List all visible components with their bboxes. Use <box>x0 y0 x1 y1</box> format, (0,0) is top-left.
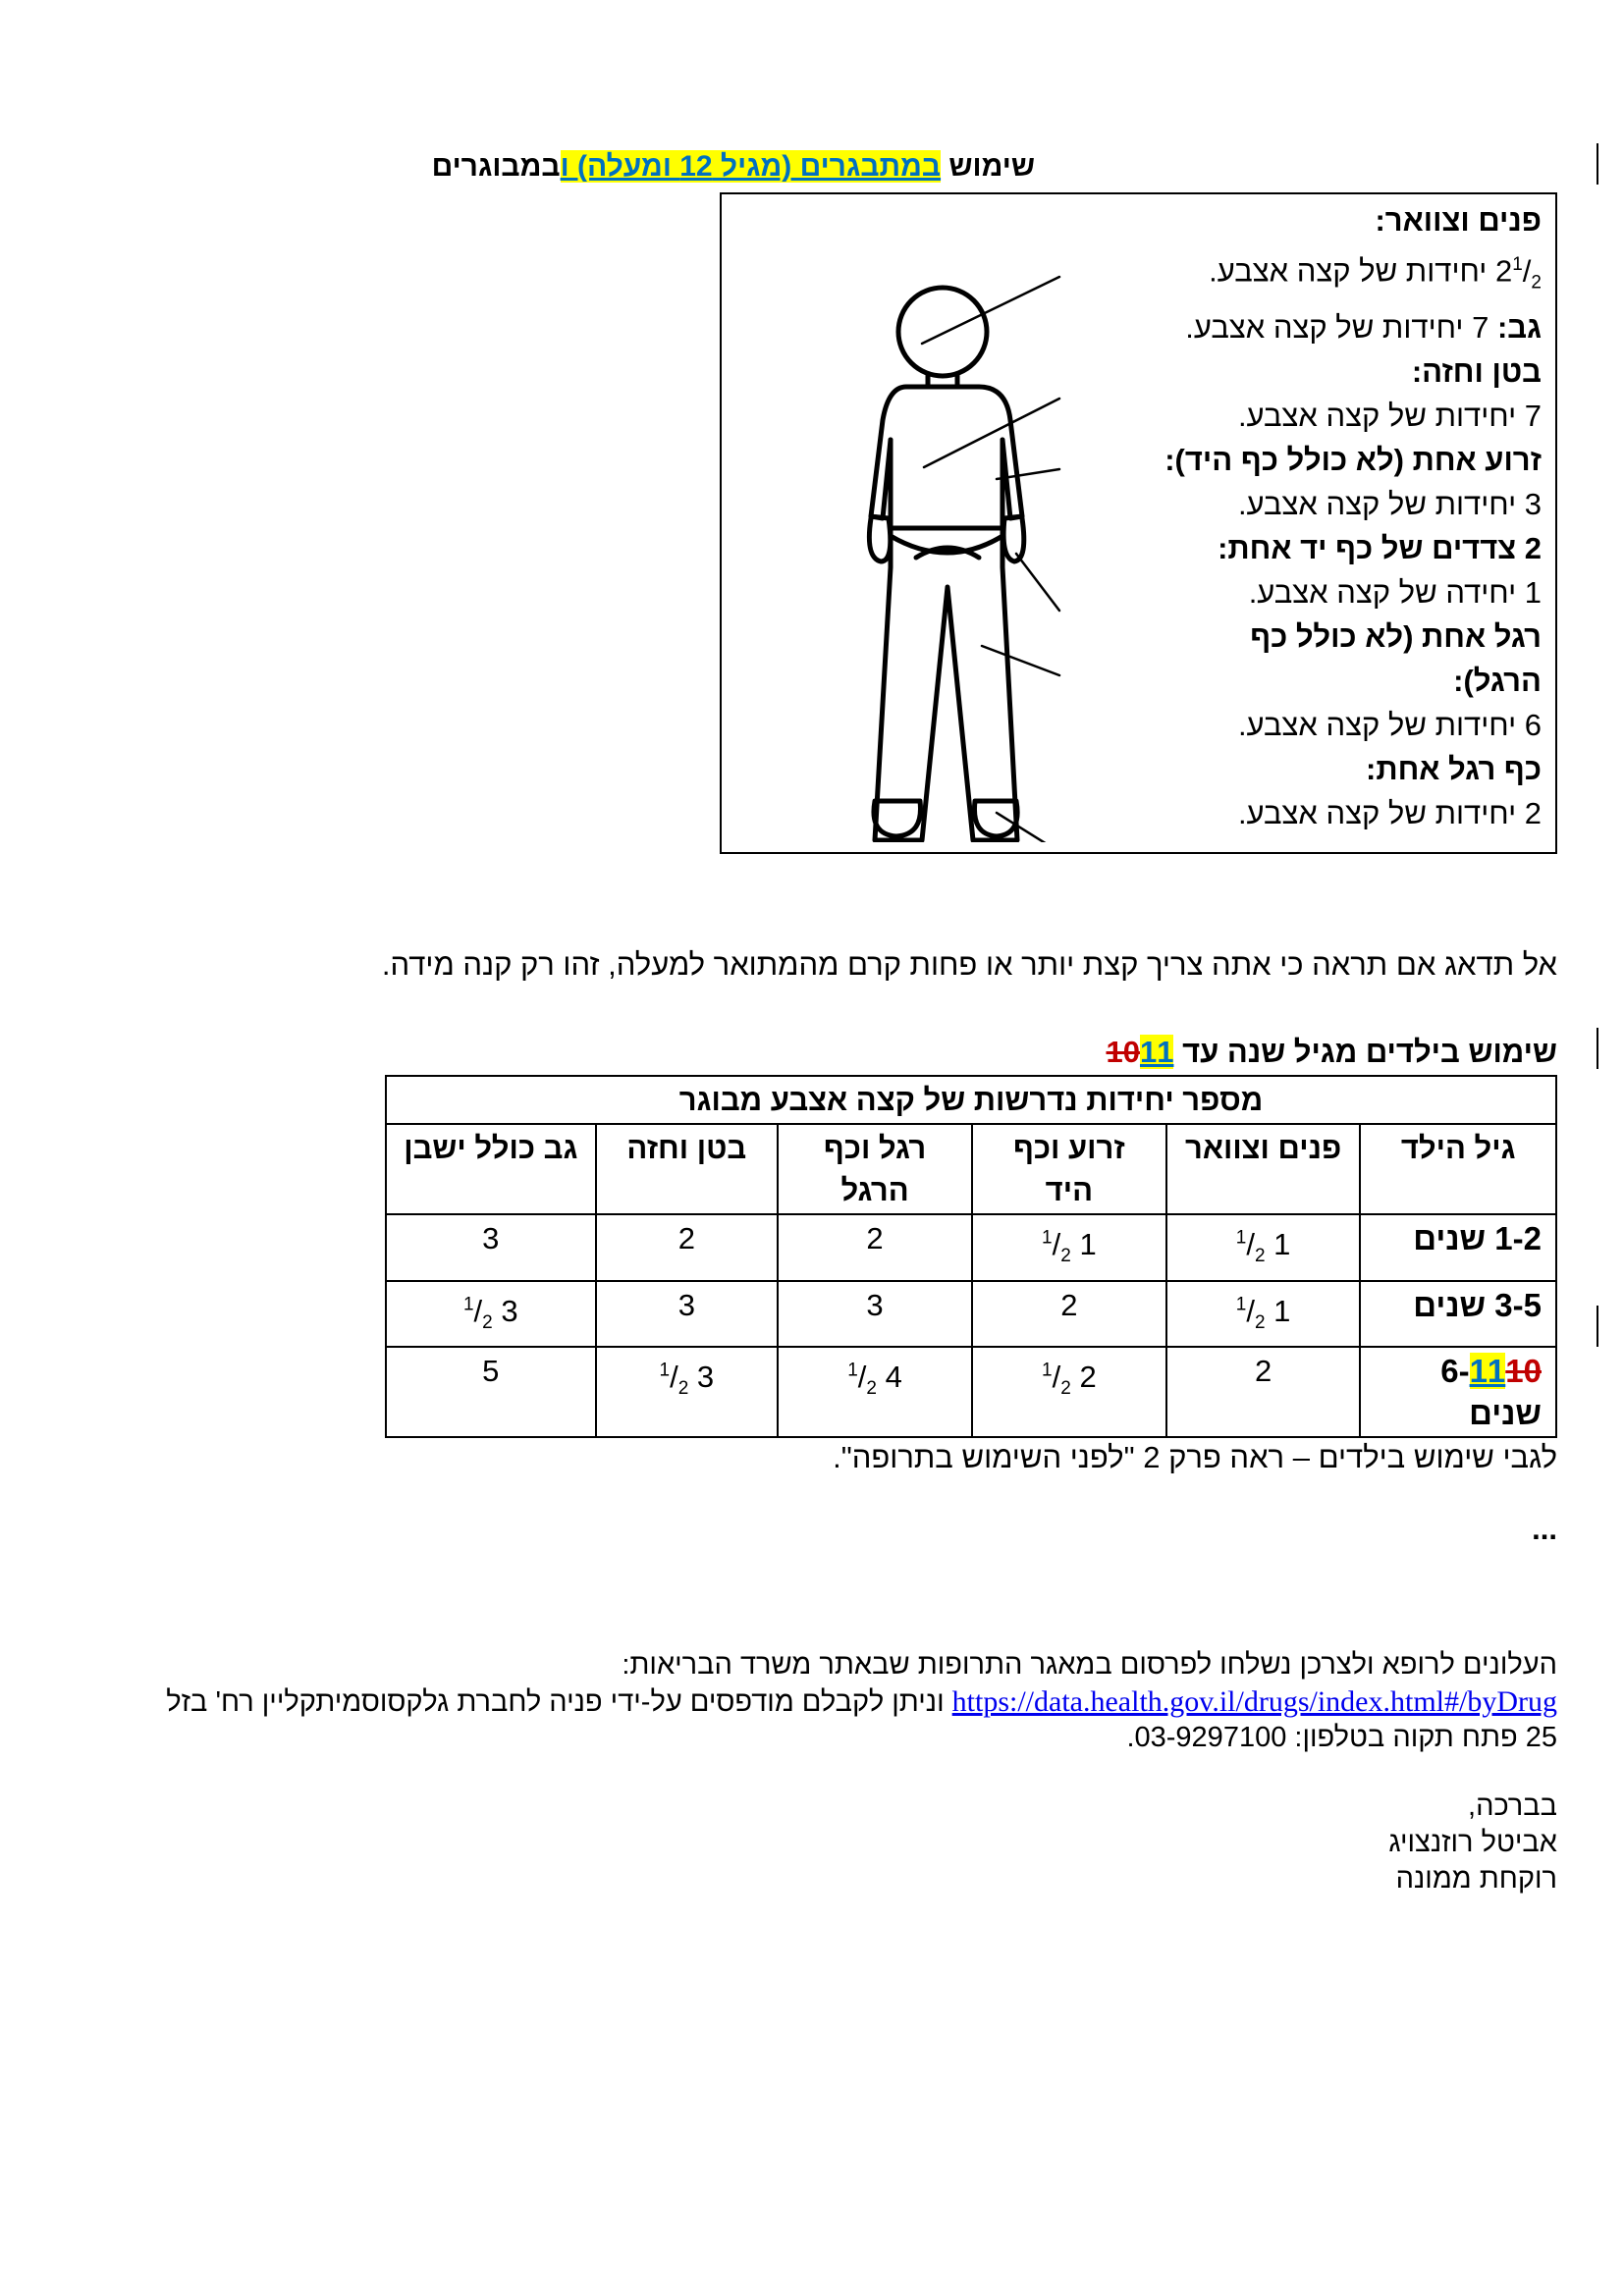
children-usage-heading: שימוש בילדים מגיל שנה עד 1011 <box>1106 1035 1557 1069</box>
adult-usage-heading: שימוש במתבגרים (מגיל 12 ומעלה) ובמבוגרים <box>431 150 1035 183</box>
inserted-text: במתבגרים (מגיל 12 ומעלה) ו <box>560 150 942 183</box>
dosing-value: 2 יחידות של קצה אצבע. <box>1237 795 1542 830</box>
value-cell: 2 <box>596 1214 779 1281</box>
table-header-row <box>386 1076 1556 1124</box>
left-hand-shape <box>869 518 890 561</box>
link-line: https://data.health.gov.il/drugs/index.html#/byDrug וניתן לקבלם מודפסים על-ידי פניה לחברת גלקסוסמיתקליין רח' בזל <box>166 1685 1557 1718</box>
column-header: רגל וכף הרגל <box>778 1124 972 1214</box>
table-header-row <box>386 1124 1556 1214</box>
drugs-database-link[interactable]: https://data.health.gov.il/drugs/index.html#/byDrug <box>951 1685 1557 1718</box>
dosing-back: גב: 7 יחידות של קצה אצבע. <box>1185 309 1542 345</box>
table-row <box>386 1347 1556 1437</box>
signer-name: אביטל רוזנצויג <box>1388 1827 1557 1858</box>
value-cell: 3 $^1/_2$ <box>596 1347 779 1437</box>
dosing-value: 1 יחידה של קצה אצבע. <box>1248 574 1542 610</box>
value-cell: 1 $^1/_2$ <box>1166 1281 1361 1348</box>
value-cell: 2 <box>1166 1347 1361 1437</box>
dosing-label: רגל אחת (לא כולל כף הרגל): <box>1250 618 1542 698</box>
inserted-text: 11 <box>1139 1035 1174 1069</box>
table-row <box>386 1281 1556 1348</box>
body-diagram <box>800 234 1124 842</box>
address-phone-line: 25 פתח תקוה בטלפון: 03-9297100. <box>1126 1722 1557 1753</box>
dosing-value: $2^1/_2$ יחידות של קצה אצבע. <box>1209 253 1542 294</box>
age-cell: 3-5 שנים <box>1360 1281 1556 1348</box>
column-header: בטן וחזה <box>596 1124 779 1214</box>
table-title: מספר יחידות נדרשות של קצה אצבע מבוגר <box>386 1076 1556 1124</box>
column-header: גיל הילד <box>1360 1124 1556 1214</box>
greeting: בברכה, <box>1468 1790 1557 1822</box>
value-cell: 1 $^1/_2$ <box>972 1214 1166 1281</box>
dosing-label: 2 צדדים של כף יד אחת: <box>1218 530 1542 565</box>
age-cell: 6-1110 שנים <box>1360 1347 1556 1437</box>
dosing-value: 3 יחידות של קצה אצבע. <box>1237 486 1542 521</box>
value-cell: 3 <box>596 1281 779 1348</box>
leaflets-note: העלונים לרופא ולצרכן נשלחו לפרסום במאגר התרופות שבאתר משרד הבריאות: <box>622 1649 1557 1681</box>
value-cell: 2 $^1/_2$ <box>972 1347 1166 1437</box>
change-bar <box>1597 1306 1598 1347</box>
head-shape <box>898 288 987 376</box>
dosing-label: כף רגל אחת: <box>1366 751 1542 786</box>
children-note: לגבי שימוש בילדים – ראה פרק 2 "לפני השימוש בתרופה". <box>833 1440 1557 1474</box>
deleted-text: 10 <box>1505 1353 1542 1390</box>
value-cell: 2 <box>778 1214 972 1281</box>
column-header: פנים וצוואר <box>1166 1124 1361 1214</box>
change-bar <box>1597 143 1598 185</box>
value-cell: 2 <box>972 1281 1166 1348</box>
dosing-figure-box <box>720 192 1557 854</box>
age-cell: 1-2 שנים <box>1360 1214 1556 1281</box>
signer-role: רוקחת ממונה <box>1395 1863 1557 1895</box>
dosing-value: 7 יחידות של קצה אצבע. <box>1237 398 1542 433</box>
right-foot-shape <box>974 801 1017 836</box>
change-bar <box>1597 1028 1598 1069</box>
column-header: זרוע וכף היד <box>972 1124 1166 1214</box>
value-cell: 3 <box>778 1281 972 1348</box>
table-row <box>386 1214 1556 1281</box>
children-dosing-table <box>385 1075 1557 1438</box>
measure-note: אל תדאג אם תראה כי אתה צריך קצת יותר או פחות קרם מהמתואר למעלה, זהו רק קנה מידה. <box>381 947 1557 982</box>
dosing-label: פנים וצוואר: <box>1375 203 1542 238</box>
deleted-text: 10 <box>1106 1035 1140 1069</box>
dosing-label: בטן וחזה: <box>1411 353 1542 389</box>
value-cell: 4 $^1/_2$ <box>778 1347 972 1437</box>
value-cell: 3 $^1/_2$ <box>386 1281 596 1348</box>
inserted-text: 11 <box>1469 1353 1506 1390</box>
column-header: גב כולל ישבן <box>386 1124 596 1214</box>
value-cell: 3 <box>386 1214 596 1281</box>
ellipsis: ... <box>1532 1512 1557 1546</box>
dosing-label: זרוע אחת (לא כולל כף היד): <box>1164 442 1542 477</box>
dosing-value: 6 יחידות של קצה אצבע. <box>1237 707 1542 742</box>
right-hand-shape <box>1003 518 1024 561</box>
value-cell: 1 $^1/_2$ <box>1166 1214 1361 1281</box>
left-foot-shape <box>874 801 921 836</box>
dosing-list <box>1164 198 1542 835</box>
value-cell: 5 <box>386 1347 596 1437</box>
